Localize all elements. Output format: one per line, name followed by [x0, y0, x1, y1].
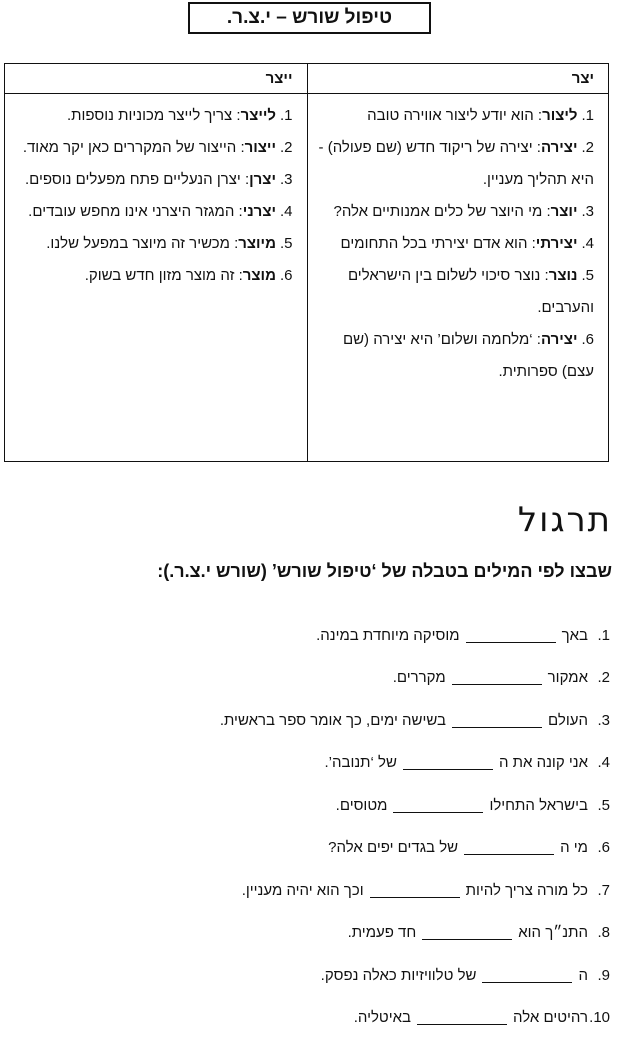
exercise-item: [20, 954, 610, 997]
table-entry: [15, 132, 293, 164]
table-entry: [318, 260, 595, 324]
answer-blank[interactable]: [464, 840, 554, 855]
answer-blank[interactable]: [370, 883, 460, 898]
entry-text: : הוא יודע ליצור אווירה טובה: [367, 107, 542, 124]
entry-number: 1.: [280, 107, 293, 124]
table-entry: [318, 228, 595, 260]
exercise-text-after: מוסיקה מיוחדת במינה.: [316, 627, 460, 644]
exercise-list: [20, 614, 610, 1039]
entry-text: : המגזר היצרני אינו מחפש עובדים.: [28, 203, 243, 220]
column-body-yatsar: [308, 94, 609, 392]
exercise-item: [20, 657, 610, 700]
answer-blank[interactable]: [452, 670, 542, 685]
column-header-yitser: ייצר: [5, 64, 307, 94]
exercise-item: [20, 997, 610, 1039]
exercise-number: 3.: [588, 712, 610, 729]
exercise-number: 1.: [588, 627, 610, 644]
exercise-text-after: חד פעמית.: [348, 924, 417, 941]
exercise-number: 4.: [588, 754, 610, 771]
answer-blank[interactable]: [482, 968, 572, 983]
exercise-number: 6.: [588, 839, 610, 856]
entry-number: 5.: [280, 235, 293, 252]
table-entry: [15, 100, 293, 132]
answer-blank[interactable]: [422, 925, 512, 940]
exercise-text-after: מקררים.: [393, 669, 446, 686]
entry-number: 2.: [280, 139, 293, 156]
answer-blank[interactable]: [417, 1010, 507, 1025]
entry-word: יוצר: [551, 203, 578, 220]
column-yatsar: [307, 64, 609, 461]
table-entry: [318, 196, 595, 228]
table-entry: [318, 324, 595, 388]
exercise-text-before: התנ״ך הוא: [518, 924, 588, 941]
root-table: [4, 63, 609, 462]
exercise-text-after: באיטליה.: [354, 1009, 411, 1026]
entry-text: : יצרן הנעליים פתח מפעלים נוספים.: [25, 171, 249, 188]
practice-heading: תרגול: [518, 500, 612, 540]
exercise-text-after: מטוסים.: [336, 797, 388, 814]
entry-number: 6.: [280, 267, 293, 284]
column-body-yitser: [5, 94, 307, 296]
entry-word: יצירה: [541, 331, 578, 348]
exercise-item: [20, 827, 610, 870]
entry-text: : הוא אדם יצירתי בכל התחומים: [341, 235, 536, 252]
entry-word: ליצור: [542, 107, 577, 124]
exercise-text-after: של טלוויזיות כאלה נפסק.: [321, 967, 477, 984]
exercise-text-before: ה: [578, 967, 588, 984]
exercise-number: 7.: [588, 882, 610, 899]
entry-word: נוצר: [549, 267, 578, 284]
exercise-text-after: בשישה ימים, כך אומר ספר בראשית.: [220, 712, 446, 729]
entry-number: 3.: [581, 203, 594, 220]
exercise-text-before: מי ה: [560, 839, 588, 856]
entry-number: 1.: [581, 107, 594, 124]
exercise-item: [20, 784, 610, 827]
entry-word: יצרן: [249, 171, 276, 188]
exercise-text-after: של ‘תנובה’.: [324, 754, 396, 771]
exercise-text-before: כל מורה צריך להיות: [466, 882, 588, 899]
table-entry: [15, 196, 293, 228]
entry-number: 4.: [581, 235, 594, 252]
table-entry: [318, 100, 595, 132]
entry-word: יצרני: [243, 203, 276, 220]
entry-text: : מי היוצר של כלים אמנותיים אלה?: [333, 203, 550, 220]
exercise-text-before: העולם: [548, 712, 588, 729]
exercise-text-before: אמקור: [548, 669, 588, 686]
column-header-yatsar: יצר: [308, 64, 609, 94]
entry-number: 2.: [581, 139, 594, 156]
exercise-text-before: באך: [562, 627, 588, 644]
entry-number: 6.: [581, 331, 594, 348]
entry-text: : יצירה של ריקוד חדש (שם פעולה) - היא תהליך מעניין.: [319, 139, 594, 188]
exercise-item: [20, 742, 610, 785]
entry-text: : זה מוצר מזון חדש בשוק.: [85, 267, 243, 284]
exercise-number: 5.: [588, 797, 610, 814]
entry-text: : מכשיר זה מיוצר במפעל שלנו.: [46, 235, 238, 252]
entry-number: 5.: [581, 267, 594, 284]
exercise-item: [20, 869, 610, 912]
exercise-text-before: רהיטים אלה: [513, 1009, 588, 1026]
instruction-text: שבצו לפי המילים בטבלה של ‘טיפול שורש’ (שורש י.צ.ר.):: [157, 561, 612, 582]
table-entry: [318, 132, 595, 196]
page-title: טיפול שורש – י.צ.ר.: [188, 2, 431, 34]
entry-text: : נוצר סיכוי לשלום בין הישראלים והערבים.: [348, 267, 594, 316]
column-yitser: [5, 64, 307, 461]
exercise-text-after: של בגדים יפים אלה?: [328, 839, 458, 856]
entry-text: : הייצור של המקררים כאן יקר מאוד.: [23, 139, 245, 156]
exercise-item: [20, 699, 610, 742]
exercise-item: [20, 912, 610, 955]
entry-word: יצירה: [541, 139, 578, 156]
entry-word: ייצור: [245, 139, 276, 156]
exercise-number: 8.: [588, 924, 610, 941]
answer-blank[interactable]: [393, 798, 483, 813]
exercise-text-before: בישראל התחילו: [489, 797, 588, 814]
exercise-text-after: וכך הוא יהיה מעניין.: [242, 882, 364, 899]
exercise-text-before: אני קונה את ה: [499, 754, 588, 771]
entry-text: : ‘מלחמה ושלום’ היא יצירה (שם עצם) ספרותית.: [343, 331, 594, 380]
exercise-item: [20, 614, 610, 657]
table-entry: [15, 260, 293, 292]
entry-text: : צריך לייצר מכוניות נוספות.: [67, 107, 241, 124]
exercise-number: 10.: [588, 1009, 610, 1026]
exercise-number: 2.: [588, 669, 610, 686]
answer-blank[interactable]: [403, 755, 493, 770]
entry-word: מיוצר: [238, 235, 276, 252]
entry-word: מוצר: [243, 267, 276, 284]
entry-number: 4.: [280, 203, 293, 220]
answer-blank[interactable]: [466, 628, 556, 643]
table-entry: [15, 164, 293, 196]
table-entry: [15, 228, 293, 260]
entry-word: לייצר: [241, 107, 276, 124]
exercise-number: 9.: [588, 967, 610, 984]
answer-blank[interactable]: [452, 713, 542, 728]
entry-word: יצירתי: [536, 235, 578, 252]
entry-number: 3.: [280, 171, 293, 188]
